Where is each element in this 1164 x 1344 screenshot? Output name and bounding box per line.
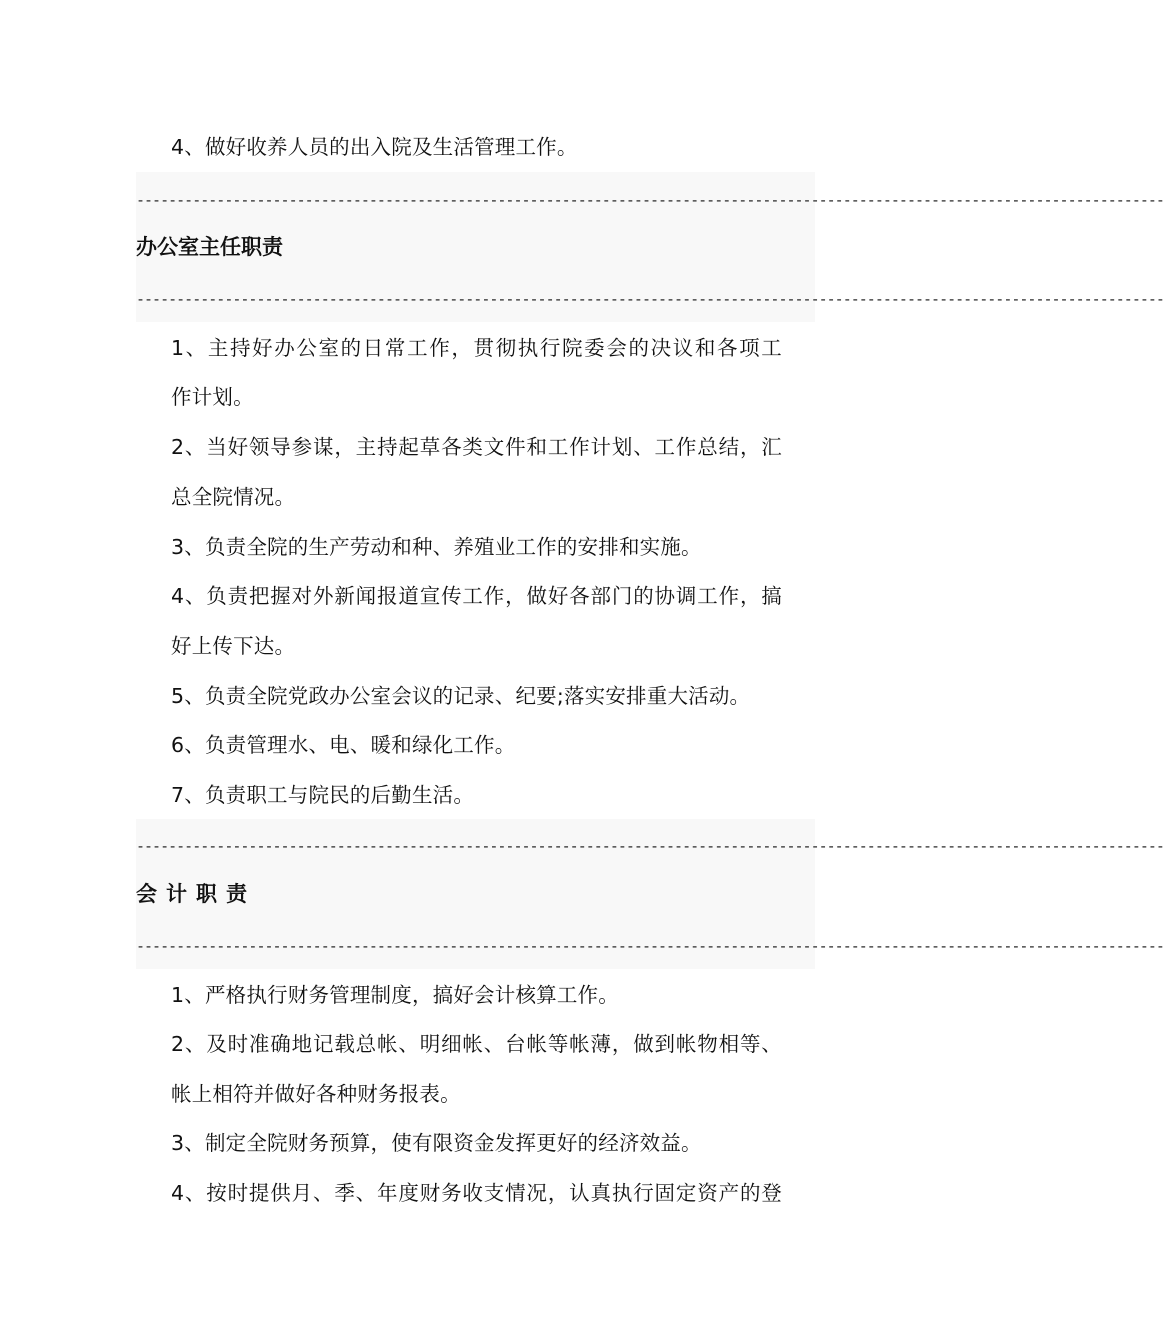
duty-item-continuation: 帐上相符并做好各种财务报表。 bbox=[171, 1082, 461, 1106]
duty-item: 3、负责全院的生产劳动和种、养殖业工作的安排和实施。 bbox=[171, 535, 702, 559]
duty-item: 1、主持好办公室的日常工作，贯彻执行院委会的决议和各项工 bbox=[171, 336, 782, 360]
duty-item-continuation: 总全院情况。 bbox=[171, 485, 296, 509]
duty-item: 4、负责把握对外新闻报道宣传工作，做好各部门的协调工作，搞 bbox=[171, 584, 782, 608]
section-title-office-director: 办公室主任职责 bbox=[136, 235, 283, 259]
duty-item: 2、及时准确地记载总帐、明细帐、台帐等帐薄，做到帐物相等、 bbox=[171, 1032, 782, 1056]
duty-item: 6、负责管理水、电、暖和绿化工作。 bbox=[171, 733, 516, 757]
duty-item-continuation: 好上传下达。 bbox=[171, 634, 296, 658]
separator-line: -------------------------------------------------------------------------------------------------------------------------------- bbox=[136, 191, 1164, 209]
separator-line: -------------------------------------------------------------------------------------------------------------------------------- bbox=[136, 290, 1164, 308]
separator-line: -------------------------------------------------------------------------------------------------------------------------------- bbox=[136, 937, 1164, 955]
duty-item: 4、按时提供月、季、年度财务收支情况，认真执行固定资产的登 bbox=[171, 1181, 782, 1205]
duty-item-continuation: 作计划。 bbox=[171, 385, 254, 409]
duty-item: 5、负责全院党政办公室会议的记录、纪要;落实安排重大活动。 bbox=[171, 684, 751, 708]
separator-line: -------------------------------------------------------------------------------------------------------------------------------- bbox=[136, 837, 1164, 855]
section-title-accounting: 会计职责 bbox=[136, 882, 256, 906]
duty-item: 1、严格执行财务管理制度，搞好会计核算工作。 bbox=[171, 983, 619, 1007]
duty-item: 2、当好领导参谋，主持起草各类文件和工作计划、工作总结，汇 bbox=[171, 435, 782, 459]
duty-item: 7、负责职工与院民的后勤生活。 bbox=[171, 783, 475, 807]
duty-item: 4、做好收养人员的出入院及生活管理工作。 bbox=[171, 135, 578, 159]
duty-item: 3、制定全院财务预算，使有限资金发挥更好的经济效益。 bbox=[171, 1131, 702, 1155]
